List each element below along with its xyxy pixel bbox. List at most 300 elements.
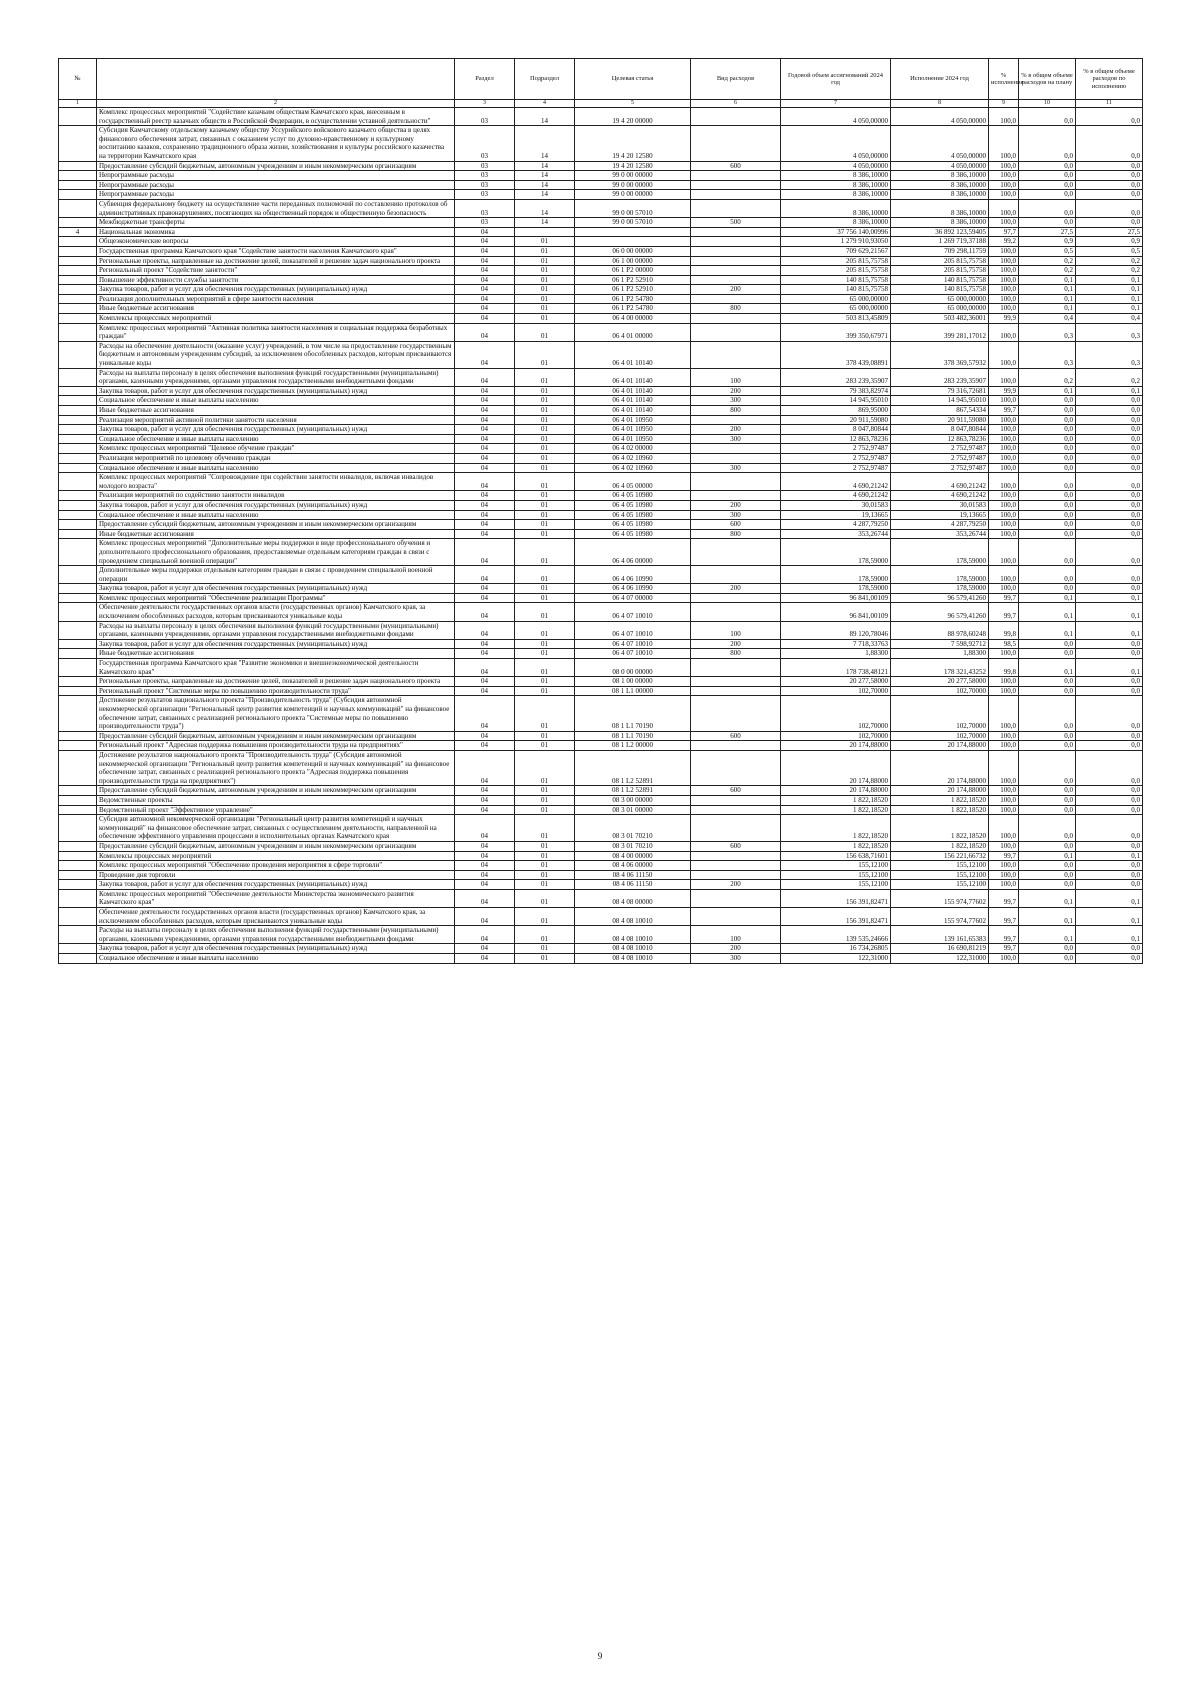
row-subsection: 01 <box>515 603 575 621</box>
row-kind: 300 <box>691 434 781 444</box>
row-name: Комплекс процессных мероприятий "Активная политика занятости населения и социальная поддержка безработных граждан" <box>97 323 455 341</box>
row-kind <box>691 539 781 566</box>
row-subsection: 01 <box>515 889 575 907</box>
row-subsection: 01 <box>515 294 575 304</box>
row-percent: 100,0 <box>989 584 1019 594</box>
row-kind <box>691 750 781 785</box>
row-name: Региональные проекты, направленные на достижение целей, показателей и решение задач национального проекта <box>97 677 455 687</box>
row-section: 04 <box>455 566 515 584</box>
row-target: 08 1 00 00000 <box>575 677 691 687</box>
row-number <box>59 870 97 880</box>
row-target: 99 0 00 00000 <box>575 171 691 181</box>
row-share-plan: 0,0 <box>1019 741 1076 751</box>
row-target: 08 3 00 00000 <box>575 795 691 805</box>
row-share-exec: 0,1 <box>1076 926 1143 944</box>
row-share-exec: 0,0 <box>1076 126 1143 161</box>
row-subsection: 01 <box>515 237 575 247</box>
row-target: 08 1 L2 52891 <box>575 750 691 785</box>
row-share-exec: 0,0 <box>1076 453 1143 463</box>
row-kind: 600 <box>691 786 781 796</box>
row-kind: 600 <box>691 841 781 851</box>
row-annual: 8 386,10000 <box>781 218 891 228</box>
row-annual: 1 279 910,93050 <box>781 237 891 247</box>
row-share-exec: 0,0 <box>1076 786 1143 796</box>
row-share-exec: 0,0 <box>1076 500 1143 510</box>
row-subsection: 01 <box>515 314 575 324</box>
row-section: 04 <box>455 256 515 266</box>
row-target: 08 4 00 00000 <box>575 851 691 861</box>
row-percent: 100,0 <box>989 677 1019 687</box>
row-target: 08 1 L2 52891 <box>575 786 691 796</box>
row-subsection: 01 <box>515 851 575 861</box>
row-section: 04 <box>455 584 515 594</box>
row-kind <box>691 275 781 285</box>
row-target: 06 4 07 10010 <box>575 649 691 659</box>
row-subsection <box>515 227 575 237</box>
row-number <box>59 473 97 491</box>
row-section: 03 <box>455 161 515 171</box>
row-subsection: 14 <box>515 180 575 190</box>
row-name: Комплексы процессных мероприятий <box>97 851 455 861</box>
row-percent: 100,0 <box>989 870 1019 880</box>
row-executed: 140 815,75758 <box>891 275 989 285</box>
row-number <box>59 584 97 594</box>
row-annual: 96 841,00109 <box>781 593 891 603</box>
row-share-plan: 0,0 <box>1019 566 1076 584</box>
row-number <box>59 861 97 871</box>
row-name: Предоставление субсидий бюджетным, автономным учреждениям и иным некоммерческим организациям <box>97 731 455 741</box>
row-section: 04 <box>455 539 515 566</box>
row-target: 08 4 06 11150 <box>575 880 691 890</box>
row-target: 06 4 07 10010 <box>575 639 691 649</box>
row-percent: 99,7 <box>989 406 1019 416</box>
row-number <box>59 500 97 510</box>
row-share-plan: 0,0 <box>1019 491 1076 501</box>
row-section: 04 <box>455 603 515 621</box>
row-number <box>59 180 97 190</box>
row-subsection: 01 <box>515 368 575 386</box>
table-row <box>59 256 1143 266</box>
row-number <box>59 246 97 256</box>
row-name: Субсидия Камчатскому отдельскому казачьему обществу Уссурийского войскового казачьего общества в целях финансового обеспечения затрат, связанных с оказанием услуг по духовно-нравственному и культурному воспитанию казаков, сохранению традиционного образа жизни, хозяйствования и культуры российского казачества на территории Камчатского края <box>97 126 455 161</box>
table-row <box>59 368 1143 386</box>
row-share-plan: 0,0 <box>1019 841 1076 851</box>
row-name: Непрограммные расходы <box>97 171 455 181</box>
row-name: Комплекс процессных мероприятий "Обеспечение реализации Программы" <box>97 593 455 603</box>
row-share-plan: 0,0 <box>1019 444 1076 454</box>
row-kind <box>691 491 781 501</box>
row-subsection: 01 <box>515 256 575 266</box>
row-kind <box>691 323 781 341</box>
row-target: 06 1 P2 52910 <box>575 285 691 295</box>
row-kind <box>691 314 781 324</box>
row-kind <box>691 861 781 871</box>
row-kind: 200 <box>691 639 781 649</box>
row-share-plan: 0,0 <box>1019 861 1076 871</box>
row-subsection: 01 <box>515 246 575 256</box>
row-share-plan: 0,0 <box>1019 731 1076 741</box>
column-number: 8 <box>891 100 989 108</box>
row-target: 06 4 01 00000 <box>575 323 691 341</box>
row-number <box>59 520 97 530</box>
row-percent: 99,2 <box>989 237 1019 247</box>
row-percent: 100,0 <box>989 341 1019 368</box>
row-subsection: 01 <box>515 500 575 510</box>
row-number <box>59 529 97 539</box>
row-percent: 100,0 <box>989 425 1019 435</box>
col-num-header: № <box>59 59 97 100</box>
row-section: 04 <box>455 659 515 677</box>
row-subsection: 01 <box>515 786 575 796</box>
row-subsection: 01 <box>515 473 575 491</box>
row-percent: 100,0 <box>989 861 1019 871</box>
row-share-exec: 0,1 <box>1076 621 1143 639</box>
row-name: Субсидия автономной некоммерческой организации "Региональный центр развития компетенций и научных коммуникаций" на финансовое обеспечение затрат, связанных с осуществлением деятельности, направленной на обеспечение эффективного управления процессами в исполнительных органах Камчатского края <box>97 815 455 842</box>
row-annual: 122,31000 <box>781 954 891 964</box>
row-share-exec: 0,1 <box>1076 889 1143 907</box>
row-kind: 200 <box>691 500 781 510</box>
row-percent: 100,0 <box>989 434 1019 444</box>
row-percent: 100,0 <box>989 444 1019 454</box>
row-subsection: 01 <box>515 908 575 926</box>
row-share-exec: 0,1 <box>1076 285 1143 295</box>
row-annual: 20 174,88000 <box>781 741 891 751</box>
row-share-plan: 0,0 <box>1019 180 1076 190</box>
row-name: Закупка товаров, работ и услуг для обеспечения государственных (муниципальных) нужд <box>97 944 455 954</box>
row-number <box>59 199 97 217</box>
row-number <box>59 805 97 815</box>
row-subsection: 01 <box>515 750 575 785</box>
row-share-exec: 0,3 <box>1076 341 1143 368</box>
row-number: 4 <box>59 227 97 237</box>
row-number <box>59 341 97 368</box>
row-target: 19 4 20 00000 <box>575 108 691 126</box>
row-annual: 8 386,10000 <box>781 199 891 217</box>
row-share-plan: 0,1 <box>1019 908 1076 926</box>
row-percent: 100,0 <box>989 520 1019 530</box>
table-row <box>59 218 1143 228</box>
row-subsection: 01 <box>515 861 575 871</box>
row-name: Комплекс процессных мероприятий "Сопровождение при содействии занятости инвалидов, включая инвалидов молодого возраста" <box>97 473 455 491</box>
row-kind: 100 <box>691 926 781 944</box>
row-share-exec: 27,5 <box>1076 227 1143 237</box>
row-number <box>59 256 97 266</box>
table-row <box>59 415 1143 425</box>
table-row <box>59 659 1143 677</box>
table-row <box>59 944 1143 954</box>
row-section: 04 <box>455 621 515 639</box>
table-row <box>59 639 1143 649</box>
row-target: 99 0 00 00000 <box>575 180 691 190</box>
row-annual: 156 638,71601 <box>781 851 891 861</box>
row-executed: 2 752,97487 <box>891 444 989 454</box>
row-subsection: 01 <box>515 491 575 501</box>
row-kind <box>691 566 781 584</box>
row-number <box>59 889 97 907</box>
row-target: 06 4 02 00000 <box>575 444 691 454</box>
row-number <box>59 944 97 954</box>
row-executed: 155,12100 <box>891 880 989 890</box>
row-executed: 178,59000 <box>891 566 989 584</box>
table-row <box>59 314 1143 324</box>
row-kind <box>691 190 781 200</box>
row-executed: 4 050,00000 <box>891 161 989 171</box>
row-name: Комплекс процессных мероприятий "Содействие казачьим обществам Камчатского края, внесенным в государственный реестр казачьих обществ в Российской Федерации, в осуществлении уставной деятельности" <box>97 108 455 126</box>
row-executed: 378 369,57932 <box>891 341 989 368</box>
row-target: 06 4 06 10990 <box>575 584 691 594</box>
row-percent: 100,0 <box>989 805 1019 815</box>
row-section: 03 <box>455 199 515 217</box>
row-name: Закупка товаров, работ и услуг для обеспечения государственных (муниципальных) нужд <box>97 880 455 890</box>
row-executed: 102,70000 <box>891 731 989 741</box>
row-subsection: 01 <box>515 406 575 416</box>
row-kind <box>691 815 781 842</box>
table-row <box>59 434 1143 444</box>
row-subsection: 01 <box>515 659 575 677</box>
row-target: 08 3 01 70210 <box>575 841 691 851</box>
table-row <box>59 566 1143 584</box>
row-subsection: 14 <box>515 218 575 228</box>
row-number <box>59 880 97 890</box>
row-target: 06 1 P2 52910 <box>575 275 691 285</box>
row-executed: 4 690,21242 <box>891 473 989 491</box>
row-share-plan: 0,0 <box>1019 795 1076 805</box>
row-subsection: 01 <box>515 323 575 341</box>
row-percent: 100,0 <box>989 126 1019 161</box>
row-name: Достижение результатов национального проекта "Производительность труда" (Субсидия автономной некоммерческой организации "Региональный центр развития компетенций и научных коммуникаций" на финансовое обеспечение затрат, связанных с реализацией регионального проекта "Адресная поддержка повышения производительности труда на предприятиях") <box>97 750 455 785</box>
row-kind <box>691 266 781 276</box>
row-number <box>59 750 97 785</box>
row-executed: 139 161,65383 <box>891 926 989 944</box>
row-share-exec: 0,0 <box>1076 415 1143 425</box>
row-target: 06 4 05 10980 <box>575 520 691 530</box>
row-annual: 205 815,75758 <box>781 256 891 266</box>
column-number: 9 <box>989 100 1019 108</box>
row-annual: 4 690,21242 <box>781 491 891 501</box>
row-share-plan: 0,0 <box>1019 453 1076 463</box>
row-number <box>59 908 97 926</box>
row-percent: 100,0 <box>989 841 1019 851</box>
row-share-plan: 0,1 <box>1019 285 1076 295</box>
row-subsection: 14 <box>515 126 575 161</box>
row-percent: 99,7 <box>989 908 1019 926</box>
row-number <box>59 237 97 247</box>
row-share-plan: 0,1 <box>1019 926 1076 944</box>
row-kind: 300 <box>691 396 781 406</box>
row-name: Предоставление субсидий бюджетным, автономным учреждениям и иным некоммерческим организациям <box>97 841 455 851</box>
col-kind-header: Вид расходов <box>691 59 781 100</box>
row-share-plan: 0,0 <box>1019 218 1076 228</box>
row-share-plan: 0,0 <box>1019 677 1076 687</box>
row-kind: 800 <box>691 529 781 539</box>
table-row <box>59 323 1143 341</box>
row-section: 04 <box>455 750 515 785</box>
row-share-plan: 0,0 <box>1019 520 1076 530</box>
row-executed: 4 690,21242 <box>891 491 989 501</box>
row-executed: 7 598,92712 <box>891 639 989 649</box>
row-subsection: 01 <box>515 805 575 815</box>
row-executed: 155,12100 <box>891 861 989 871</box>
row-section: 04 <box>455 323 515 341</box>
row-subsection: 01 <box>515 926 575 944</box>
row-percent: 100,0 <box>989 510 1019 520</box>
row-kind <box>691 237 781 247</box>
row-target: 08 4 08 00000 <box>575 889 691 907</box>
page-number: 9 <box>597 1651 603 1661</box>
row-percent: 100,0 <box>989 686 1019 696</box>
row-subsection: 01 <box>515 621 575 639</box>
row-share-plan: 0,1 <box>1019 275 1076 285</box>
column-number: 7 <box>781 100 891 108</box>
row-annual: 139 535,24666 <box>781 926 891 944</box>
row-kind <box>691 108 781 126</box>
row-annual: 65 000,00000 <box>781 304 891 314</box>
row-share-exec: 0,0 <box>1076 161 1143 171</box>
row-subsection: 14 <box>515 199 575 217</box>
row-executed: 178,59000 <box>891 539 989 566</box>
row-annual: 283 239,35907 <box>781 368 891 386</box>
row-section: 04 <box>455 275 515 285</box>
row-executed: 399 281,17012 <box>891 323 989 341</box>
row-percent: 100,0 <box>989 453 1019 463</box>
row-executed: 30,01583 <box>891 500 989 510</box>
row-executed: 8 386,10000 <box>891 180 989 190</box>
row-annual: 205 815,75758 <box>781 266 891 276</box>
table-row <box>59 841 1143 851</box>
row-annual: 140 815,75758 <box>781 275 891 285</box>
row-name: Повышение эффективности службы занятости <box>97 275 455 285</box>
row-section: 04 <box>455 731 515 741</box>
row-number <box>59 566 97 584</box>
row-number <box>59 815 97 842</box>
col-section-header: Раздел <box>455 59 515 100</box>
row-share-exec: 0,0 <box>1076 520 1143 530</box>
column-number: 3 <box>455 100 515 108</box>
row-target: 08 1 L2 00000 <box>575 741 691 751</box>
row-target: 06 4 01 10950 <box>575 425 691 435</box>
row-target: 06 4 02 10960 <box>575 463 691 473</box>
row-percent: 99,7 <box>989 851 1019 861</box>
row-section: 03 <box>455 171 515 181</box>
row-subsection: 01 <box>515 434 575 444</box>
table-row <box>59 529 1143 539</box>
table-row <box>59 786 1143 796</box>
row-number <box>59 415 97 425</box>
row-name: Общеэкономические вопросы <box>97 237 455 247</box>
row-name: Ведомственный проект "Эффективное управление" <box>97 805 455 815</box>
row-target: 06 1 P2 54780 <box>575 294 691 304</box>
row-executed: 4 050,00000 <box>891 126 989 161</box>
row-executed: 1 822,18520 <box>891 815 989 842</box>
row-share-plan: 0,0 <box>1019 425 1076 435</box>
row-percent: 99,9 <box>989 314 1019 324</box>
row-target: 06 4 01 10140 <box>575 341 691 368</box>
row-share-exec: 0,0 <box>1076 539 1143 566</box>
row-share-plan: 0,0 <box>1019 805 1076 815</box>
row-share-exec: 0,0 <box>1076 190 1143 200</box>
row-kind <box>691 415 781 425</box>
row-share-exec: 0,2 <box>1076 368 1143 386</box>
table-row <box>59 246 1143 256</box>
row-executed: 14 945,95010 <box>891 396 989 406</box>
row-name: Проведение дня торговли <box>97 870 455 880</box>
table-row <box>59 795 1143 805</box>
table-row <box>59 677 1143 687</box>
row-subsection: 01 <box>515 341 575 368</box>
row-name: Закупка товаров, работ и услуг для обеспечения государственных (муниципальных) нужд <box>97 386 455 396</box>
row-percent: 100,0 <box>989 500 1019 510</box>
row-section: 04 <box>455 425 515 435</box>
row-kind <box>691 686 781 696</box>
row-name: Расходы на обеспечение деятельности (оказание услуг) учреждений, в том числе на предоставление государственным бюджетным и автономным учреждениям субсидий, за исключением обособленных расходов, которым присваиваются уникальные коды <box>97 341 455 368</box>
col-percent-header: % исполнения <box>989 59 1019 100</box>
row-executed: 178,59000 <box>891 584 989 594</box>
column-number: 1 <box>59 100 97 108</box>
row-share-plan: 0,1 <box>1019 294 1076 304</box>
row-subsection: 01 <box>515 396 575 406</box>
row-target: 08 0 00 00000 <box>575 659 691 677</box>
row-target: 06 1 P2 54780 <box>575 304 691 314</box>
row-share-plan: 0,0 <box>1019 954 1076 964</box>
row-share-exec: 0,0 <box>1076 686 1143 696</box>
col-target-header: Целевая статья <box>575 59 691 100</box>
row-kind <box>691 795 781 805</box>
row-kind <box>691 171 781 181</box>
row-section: 04 <box>455 696 515 731</box>
row-section: 04 <box>455 954 515 964</box>
row-share-plan: 0,0 <box>1019 190 1076 200</box>
row-section: 04 <box>455 870 515 880</box>
row-kind <box>691 851 781 861</box>
row-number <box>59 108 97 126</box>
row-number <box>59 218 97 228</box>
row-name: Государственная программа Камчатского края "Содействие занятости населения Камчатского края" <box>97 246 455 256</box>
row-share-exec: 0,0 <box>1076 529 1143 539</box>
row-section: 04 <box>455 851 515 861</box>
row-percent: 100,0 <box>989 491 1019 501</box>
row-share-plan: 0,0 <box>1019 171 1076 181</box>
row-target: 06 4 01 10140 <box>575 396 691 406</box>
row-annual: 65 000,00000 <box>781 294 891 304</box>
row-target: 06 4 06 00000 <box>575 539 691 566</box>
row-share-exec: 0,1 <box>1076 275 1143 285</box>
row-executed: 20 174,88000 <box>891 750 989 785</box>
row-annual: 156 391,82471 <box>781 908 891 926</box>
row-name: Закупка товаров, работ и услуг для обеспечения государственных (муниципальных) нужд <box>97 500 455 510</box>
row-annual: 178,59000 <box>781 584 891 594</box>
row-executed: 102,70000 <box>891 686 989 696</box>
row-kind: 800 <box>691 649 781 659</box>
table-row <box>59 341 1143 368</box>
row-name: Комплекс процессных мероприятий "Дополнительные меры поддержки в виде профессионального обучения и дополнительного профессионального образования, предоставляемые отдельным категориям граждан в связи с проведением специальной военной операции" <box>97 539 455 566</box>
row-subsection: 14 <box>515 190 575 200</box>
row-executed: 1 822,18520 <box>891 805 989 815</box>
row-target: 99 0 00 00000 <box>575 190 691 200</box>
row-section: 04 <box>455 314 515 324</box>
row-share-plan: 0,0 <box>1019 539 1076 566</box>
row-number <box>59 275 97 285</box>
row-share-exec: 0,0 <box>1076 649 1143 659</box>
row-number <box>59 491 97 501</box>
row-number <box>59 696 97 731</box>
row-kind: 100 <box>691 368 781 386</box>
row-executed: 155 974,77602 <box>891 908 989 926</box>
row-section: 04 <box>455 639 515 649</box>
col-subsection-header: Подраздел <box>515 59 575 100</box>
row-subsection: 01 <box>515 815 575 842</box>
row-annual: 8 047,80844 <box>781 425 891 435</box>
row-target: 19 4 20 12580 <box>575 161 691 171</box>
